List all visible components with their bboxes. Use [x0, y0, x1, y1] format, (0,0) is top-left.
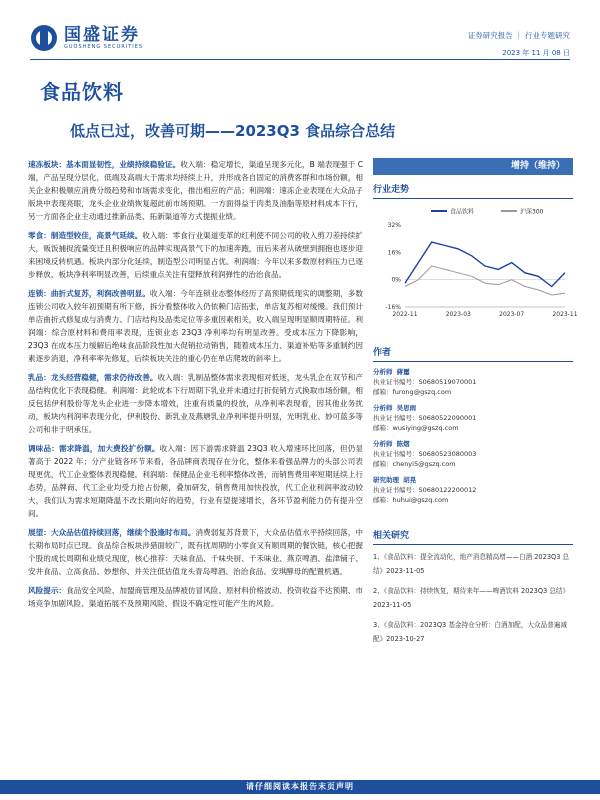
x-tick-label: 2023-07: [499, 311, 525, 318]
logo-mark-icon: [30, 24, 58, 52]
author-email[interactable]: 邮箱：wusiying@gszq.com: [373, 424, 459, 432]
report-title: 低点已过，改善可期——2023Q3 食品综合总结: [70, 122, 396, 140]
trend-title: 行业走势: [373, 185, 410, 195]
paragraph-body: 收入端：零食行业渠道变革的红利使不同公司的收入剪刀差持续扩大，贩饭捕捉流量变迁且积极响应的品牌实现高景气下的加速奔跑，而后来者从破壁到拥抱也逐步迎来困境反转机遇。板块内部分化延续，制造型公司明显占优。利润端：今年以来多数原材料压力已逐步释放，板块净利率明显改善，后续重点关注有望释放利润弹性的治治食品。: [28, 231, 364, 279]
paragraph-condiments: [28, 442, 363, 520]
related-item[interactable]: 1、《食品饮料：提全流动化，地产消息精高增——白酒 2023Q3 总结》2023-11-05: [373, 553, 570, 575]
author-name: 陈熠: [396, 440, 410, 448]
paragraph-body: 收入端：乳制品整体需求表现相对低迷，龙头乳企在双节和产品结构优化下表现稳健。利润端：此轮成本下行周期下乳业并未通过打折促销方式换取市场份额，相反包括伊利股份等龙头企业进一步降本增效，注重有质量的投放，从净利率表现看，因其他业务扰动，板块内利润率表现分化，伊利股份、新乳业及燕塘乳业净利率提升明显，光明乳业、妙可蓝多等公司和非于明承压。: [28, 373, 363, 434]
author-email[interactable]: 邮箱：furong@gszq.com: [373, 388, 452, 396]
author-email[interactable]: 邮箱：huhui@gszq.com: [373, 496, 449, 504]
paragraph-heading: 展望：大众品估值持续回落，继续个股逢时布局。: [28, 528, 196, 537]
author-block: [373, 475, 573, 505]
paragraph-snacks: [28, 229, 363, 281]
report-type: 证券研究报告 ｜ 行业专题研究: [467, 31, 570, 40]
paragraph-body: 消费弱复苏背景下，大众品估值水平持续回落，中长期布局时点已现。食品综合板块涉猎面较广，既有扰周期的小零食又有顺周期的餐饮链，核心把握个股的成长周期和业绩兑现度，核心推荐：天味食品、千味央厨、千禾味业、燕京啤酒、盐津铺子、安井食品、立高食品、妙想你、并关注低估值龙头青岛啤酒、治治食品、安琪酵母的配置机遇。: [28, 528, 364, 576]
industry-name: 食品饮料: [40, 80, 124, 104]
author-role: 研究助理: [373, 476, 399, 484]
author-role: 分析师: [373, 440, 393, 448]
authors-divider: [373, 361, 573, 362]
x-tick-label: 2022-11: [392, 311, 418, 318]
author-block: [373, 367, 573, 397]
author-role: 分析师: [373, 404, 393, 412]
y-tick-label: 0%: [391, 276, 401, 284]
company-logo: [30, 24, 143, 52]
paragraph-heading: 调味品：需求降温，加大费投扩份额。: [28, 444, 160, 453]
authors-title: 作者: [373, 348, 392, 358]
paragraph-heading: 零食：制造型较佳，高景气延续。: [28, 231, 143, 240]
trend-chart: [373, 199, 578, 324]
author-name: 胡晃: [403, 476, 417, 484]
author-name: 蔣璽: [396, 368, 410, 376]
author-block: [373, 403, 573, 433]
footer-disclaimer: 请仔细阅读本报告末页声明: [0, 780, 600, 794]
y-tick-label: -16%: [385, 304, 401, 311]
authors-section: [373, 345, 573, 511]
legend-label: 沪深300: [520, 208, 544, 216]
logo-name: 国盛证券: [64, 25, 140, 45]
author-cert: 执业证书编号：S0680522090001: [373, 414, 477, 422]
report-date: 2023 年 11 月 08 日: [502, 49, 570, 57]
paragraph-body: 收入端：因下游需求降温 23Q3 收入增速环比回落，但仍显著高于 2022 年；分产业链各环节来看，各品牌商表现存在分化，整体来看强品牌力的头部公司表现更优，代工企业整体表现稳健。利润端：保健品企业毛利率整体改善，而销售费用率短期延续上行态势，品牌商、代工企业均受力抢占份额，叠加研发，销售费用加快投放，代工企业利润率波动较大，我们认为需求短期降温不改长期向好的趋势，行业有望提速增长，各环节盈利能力仍有提升空间。: [28, 444, 363, 518]
paragraph-body: 食品安全风险、加盟商管理及品牌被仿冒风险、原材料价格波动、投资收益不达预期、市场竞争加剧风险、渠道拓展不及预期风险、假设不确定性可能产生的风险。: [28, 586, 364, 608]
author-name: 吴思雨: [396, 404, 417, 412]
x-tick-label: 2023-03: [445, 311, 471, 318]
paragraph-outlook: [28, 526, 363, 578]
paragraph-heading: 连锁：曲折式复苏，利润改善明显。: [28, 289, 150, 298]
author-role: 分析师: [373, 368, 393, 376]
paragraph-body: 收入端：今年连锁业态整体经历了高预期低现实的调整期，多数连锁公司收入较年初预期有所下修，拆分看整体收入仍依赖门店拓张，单店复苏相对缓慢。我们预计单店曲折式修复成与消费力、门店结构及品类定位等多重因素相关，收入端呈现明显顺周期特征。利润端：综合原材料和费用率表现，连锁业态 23Q3 净利率均有明显改善。受成本压力下降影响，23Q3 在成本压力缓解后绝味食品阶段性加大促销拉动销售，随着成本压力、渠道补贴等多重制约因素逐步消退，净利率率先修复，后续板块关注的重心仍在单店爬坡的斜率上。: [28, 289, 363, 363]
related-section: [373, 528, 573, 646]
legend-label: 食品饮料: [450, 208, 475, 216]
author-block: [373, 439, 573, 469]
paragraph-heading: 风险提示：: [28, 586, 67, 595]
paragraph-chain: [28, 287, 363, 365]
author-cert: 执业证书编号：S0680523080003: [373, 450, 477, 458]
paragraph-frozen: [28, 158, 363, 223]
paragraph-risk: [28, 584, 363, 610]
header-divider: [30, 59, 570, 60]
author-cert: 执业证书编号：S0680519070001: [373, 378, 477, 386]
related-item[interactable]: 3、《食品饮料：2023Q3 基金持仓分析：白酒加配，大众品普遍减配》2023-10-27: [373, 621, 567, 643]
main-text-column: [28, 158, 363, 616]
logo-english: GUOSHENG SECURITIES: [64, 44, 144, 50]
rating-badge: 增持（维持）: [373, 158, 573, 175]
related-item[interactable]: 2、《食品饮料：持续恢复，期待来年——啤酒饮料 2023Q3 总结》2023-11-05: [373, 587, 570, 609]
y-tick-label: 16%: [387, 249, 401, 257]
trend-section: [373, 182, 578, 328]
y-tick-label: 32%: [387, 222, 401, 229]
paragraph-body: 收入端：稳定增长，渠道呈现多元化，B 端表现强于 C 端，产品呈现分层化，低端及高端大于需求均持续上升，并形成各自固定的消费客群和市场份额，相关企业积极顺应消费分级趋势和市场需求变化，推出相应的产品；利润端：速冻企业表现在大众品子版块中表现亮眼，龙头企业业绩恢复超此前市场预期。一方面得益于肉类及油脂等原材料成本下行，另一方面各企业主动通过推新品类、拓新渠道等方式提振业绩。: [28, 160, 363, 221]
author-email[interactable]: 邮箱：chenyi5@gszq.com: [373, 460, 456, 468]
related-divider: [373, 544, 573, 545]
author-cert: 执业证书编号：S0680122200012: [373, 486, 477, 494]
related-title: 相关研究: [373, 531, 410, 541]
series-line-csi300: [405, 266, 565, 295]
paragraph-heading: 乳品：龙头经营稳健，需求仍待改善。: [28, 373, 158, 382]
paragraph-heading: 速冻板块：基本面显韧性，业绩持续稳验证。: [28, 160, 181, 169]
x-tick-label: 2023-11: [552, 311, 578, 318]
paragraph-dairy: [28, 371, 363, 436]
